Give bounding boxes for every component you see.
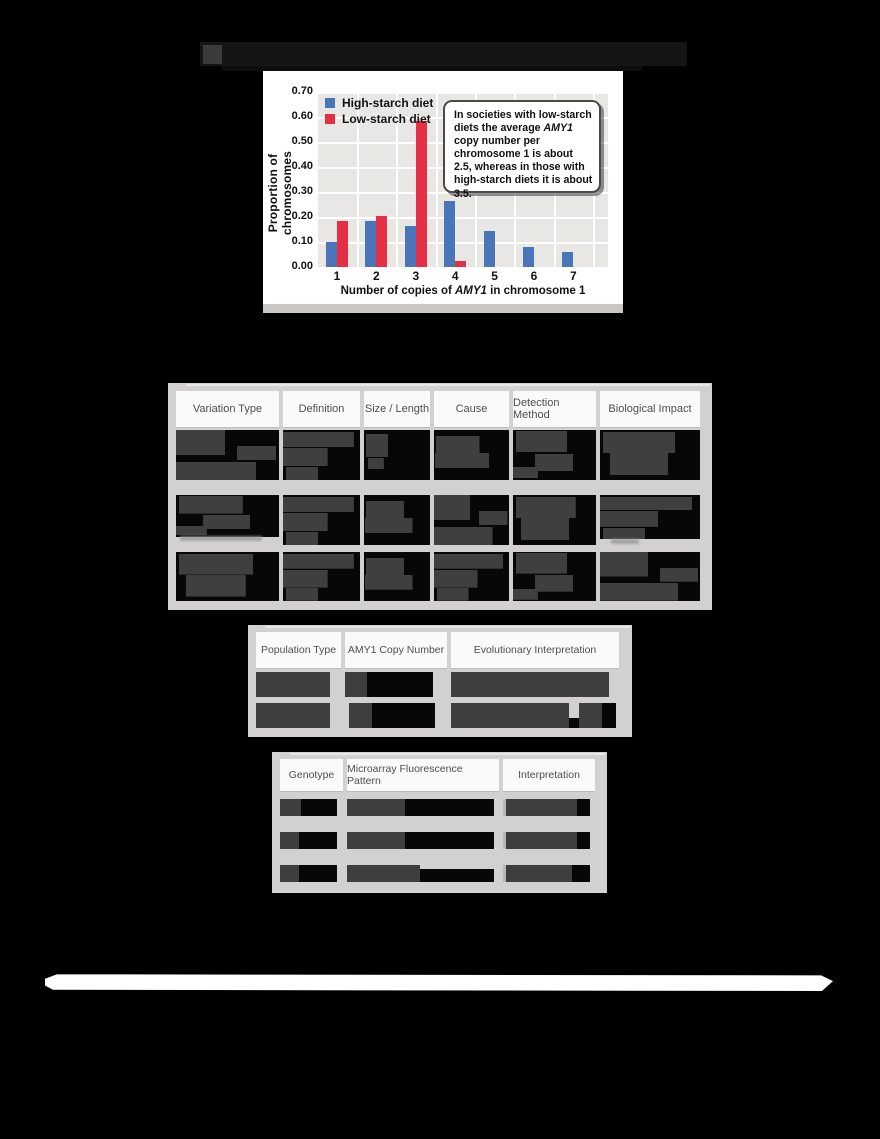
- redacted-cell: [513, 430, 596, 480]
- redacted-cell: [283, 430, 360, 480]
- redacted-cell: [280, 832, 343, 849]
- redacted-smudge: [180, 536, 262, 541]
- redacted-cell: [451, 703, 619, 728]
- redacted-cell: [256, 703, 341, 728]
- chart-annotation-callout: [443, 100, 601, 200]
- redacted-cell: [347, 832, 499, 849]
- bar-high-starch-x6: [523, 247, 534, 267]
- legend-label: Low-starch diet: [342, 112, 431, 126]
- redacted-cell: [600, 495, 700, 539]
- redacted-cell: [176, 495, 279, 537]
- y-axis-title: Proportion of chromosomes: [266, 150, 294, 236]
- bar-high-starch-x1: [326, 242, 337, 267]
- x-tick-label: 7: [570, 269, 577, 283]
- x-tick-label: 5: [491, 269, 498, 283]
- x-tick-label: 6: [530, 269, 538, 283]
- y-tick-label: 0.10: [291, 235, 313, 247]
- x-tick-label: 3: [412, 269, 420, 283]
- x-axis-title: Number of copies of AMY1 in chromosome 1: [340, 285, 586, 297]
- annotation-gene-name: AMY1: [543, 122, 573, 135]
- redacted-cell: [347, 799, 499, 816]
- column-header: Population Type: [256, 632, 341, 668]
- column-header: Microarray Fluorescence Pattern: [347, 759, 499, 791]
- bar-high-starch-x2: [365, 221, 376, 267]
- amy1-population-table: [248, 625, 632, 737]
- y-tick-label: 0.20: [291, 210, 313, 222]
- legend-item-high-starch: [325, 95, 433, 111]
- y-tick-label: 0.70: [291, 85, 313, 97]
- redacted-cell: [600, 552, 700, 601]
- low-starch-swatch-icon: [325, 114, 335, 124]
- chart-legend: [325, 95, 433, 127]
- bar-high-starch-x5: [484, 231, 495, 267]
- y-tick-label: 0.00: [291, 260, 313, 272]
- chart-bottom-strip: [263, 304, 623, 313]
- bar-high-starch-x4: [444, 201, 455, 267]
- y-tick-label: 0.60: [291, 110, 313, 122]
- microarray-genotype-table: [272, 752, 607, 893]
- variation-types-table: [168, 383, 712, 610]
- column-header: Cause: [434, 391, 509, 427]
- column-header: AMY1 Copy Number: [345, 632, 447, 668]
- redacted-cell: [280, 799, 343, 816]
- column-header: Interpretation: [503, 759, 595, 791]
- bar-high-starch-x3: [405, 226, 416, 267]
- y-tick-label: 0.40: [291, 160, 313, 172]
- redacted-cell: [176, 552, 279, 601]
- redacted-cell: [364, 552, 430, 601]
- x-tick-label: 2: [373, 269, 380, 283]
- redacted-cell: [280, 865, 343, 882]
- bar-low-starch-x1: [337, 221, 348, 267]
- redacted-cell: [176, 430, 279, 480]
- column-header: Size / Length: [364, 391, 430, 427]
- redacted-cell: [434, 552, 509, 601]
- redacted-cell: [503, 799, 595, 816]
- y-tick-label: 0.50: [291, 135, 313, 147]
- amy1-copy-number-chart: [263, 71, 623, 313]
- redacted-cell: [364, 495, 430, 545]
- redacted-cell: [283, 552, 360, 601]
- column-header: Detection Method: [513, 391, 596, 427]
- redacted-cell: [347, 865, 499, 882]
- column-header: Biological Impact: [600, 391, 700, 427]
- bar-low-starch-x2: [376, 216, 387, 267]
- legend-item-low-starch: [325, 111, 433, 127]
- redacted-cell: [345, 672, 447, 697]
- redacted-cell: [345, 703, 447, 728]
- redacted-cell: [283, 495, 360, 545]
- column-header: Evolutionary Interpretation: [451, 632, 619, 668]
- redacted-cell: [513, 495, 596, 545]
- bar-low-starch-x3: [416, 121, 427, 267]
- redacted-square-icon: [203, 45, 222, 64]
- page-divider-bar: [45, 974, 833, 991]
- annotation-text: In societies with low-starch diets the average: [454, 109, 592, 135]
- redacted-cell: [503, 865, 595, 882]
- redacted-cell: [503, 832, 595, 849]
- annotation-text: copy number per chromosome 1 is about 2.5, whereas in those with high-starch diets it is about 3.5.: [454, 135, 593, 200]
- bar-high-starch-x7: [562, 252, 573, 267]
- redacted-cell: [364, 430, 430, 480]
- redacted-cell: [600, 430, 700, 480]
- redacted-cell: [451, 672, 619, 697]
- column-header: Definition: [283, 391, 360, 427]
- redacted-cell: [434, 495, 509, 545]
- x-tick-label: 4: [451, 269, 459, 283]
- redacted-title-bar: [200, 42, 687, 66]
- column-header: Genotype: [280, 759, 343, 791]
- high-starch-swatch-icon: [325, 98, 335, 108]
- redacted-cell: [513, 552, 596, 601]
- legend-label: High-starch diet: [342, 96, 434, 110]
- column-header: Variation Type: [176, 391, 279, 427]
- redacted-cell: [434, 430, 509, 480]
- redacted-smudge: [611, 539, 639, 544]
- bar-low-starch-x4: [455, 261, 466, 267]
- x-tick-label: 1: [333, 269, 341, 283]
- redacted-cell: [256, 672, 341, 697]
- y-tick-label: 0.30: [291, 185, 313, 197]
